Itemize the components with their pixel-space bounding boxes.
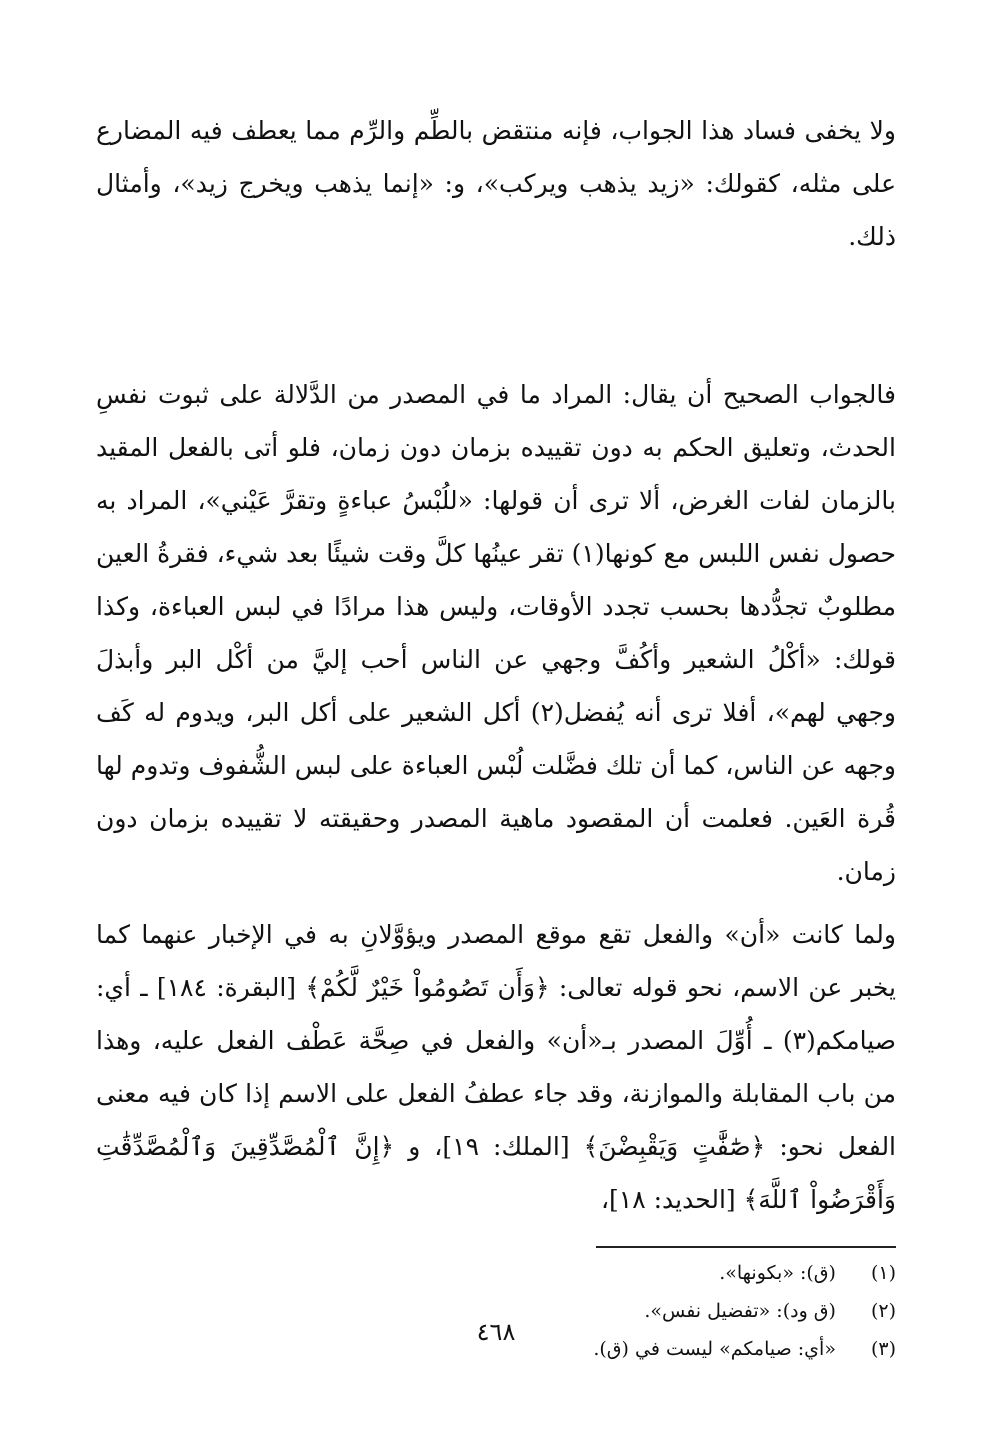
footnote-text: «أي: صيامكم» ليست في (ق). — [593, 1338, 836, 1360]
footnote-text: (ق ود): «تفضيل نفس». — [644, 1300, 836, 1322]
book-page — [96, 96, 896, 1426]
footnote — [96, 1254, 896, 1292]
footnote-number: (٣) — [870, 1338, 896, 1360]
footnote-number: (١) — [870, 1262, 896, 1284]
page-number: ٤٦٨ — [476, 1318, 516, 1346]
paragraph-2: فالجواب الصحيح أن يقال: المراد ما في المصدر من الدَّلالة على ثبوت نفسِ الحدث، وتعليق الحكم به دون تقييده بزمان دون زمان، فلو أتى بالفعل المقيد بالزمان لفات الغرض، ألا ترى أن قولها: «للُبْسُ عباءةٍ وتقرَّ عَيْني»، المراد به حصول نفس اللبس مع كونها(١) تقر عينُها كلَّ وقت شيئًا بعد شيء، فقرةُ العين مطلوبٌ تجدُّدها بحسب تجدد الأوقات، وليس هذا مرادًا في لبس العباءة، وكذا قولك: «أكْلُ الشعير وأكُفَّ وجهي عن الناس أحب إليَّ من أكْل البر وأبذلَ وجهي لهم»، أفلا ترى أنه يُفضل(٢) أكل الشعير على أكل البر، ويدوم له كَف وجهه عن الناس، كما أن تلك فضَّلت لُبْس العباءة على لبس الشُّفوف وتدوم لها قُرة العَين. فعلمت أن المقصود ماهية المصدر وحقيقته لا تقييده بزمان دون زمان. — [96, 380, 896, 886]
footnote-text: (ق): «بكونها». — [719, 1262, 836, 1284]
footnote-separator — [596, 1246, 896, 1248]
paragraph-1: ولا يخفى فساد هذا الجواب، فإنه منتقض بالطِّم والرِّم مما يعطف فيه المضارع على مثله، كقولك: «زيد يذهب ويركب»، و: «إنما يذهب ويخرج زيد»، وأمثال ذلك. — [96, 116, 896, 251]
paragraph-3: ولما كانت «أن» والفعل تقع موقع المصدر ويؤوَّلانِ به في الإخبار عنهما كما يخبر عن الاسم، نحو قوله تعالى: ﴿وَأَن تَصُومُواْ خَيْرٌ لَّكُمْ﴾ [البقرة: ١٨٤] ـ أي: صيامكم(٣) ـ أُوِّلَ المصدر بـ«أن» والفعل في صِحَّة عَطْف الفعل عليه، وهذا من باب المقابلة والموازنة، وقد جاء عطفُ الفعل على الاسم إذا كان فيه معنى الفعل نحو: ﴿صَٰٓفَّٰتٍ وَيَقْبِضْنَ﴾ [الملك: ١٩]، و ﴿إِنَّ ٱلْمُصَّدِّقِينَ وَٱلْمُصَّدِّقَٰتِ وَأَقْرَضُواْ ٱللَّهَ﴾ [الحديد: ١٨]، — [96, 920, 897, 1214]
footnotes — [96, 1254, 896, 1368]
footnote-number: (٢) — [870, 1300, 896, 1322]
